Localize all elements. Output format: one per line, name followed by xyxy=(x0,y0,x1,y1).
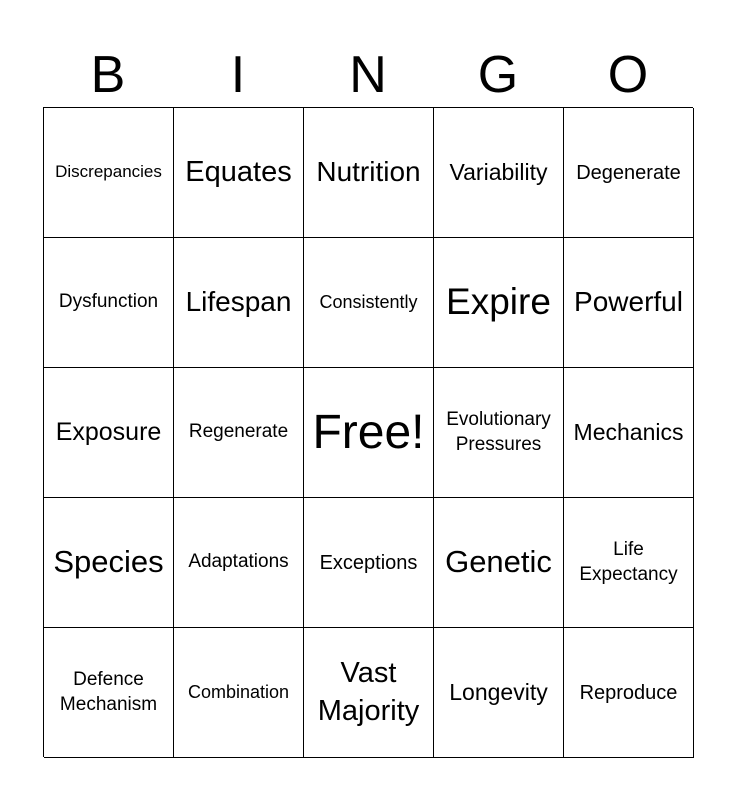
bingo-cell[interactable]: Vast Majority xyxy=(304,628,434,758)
bingo-cell[interactable]: Exceptions xyxy=(304,498,434,628)
bingo-cell[interactable]: Genetic xyxy=(434,498,564,628)
bingo-header xyxy=(43,44,693,106)
bingo-cell[interactable]: Lifespan xyxy=(174,238,304,368)
free-space-cell[interactable]: Free! xyxy=(304,368,434,498)
bingo-cell[interactable]: Discrepancies xyxy=(44,108,174,238)
bingo-cell[interactable]: Expire xyxy=(434,238,564,368)
header-letter-b: B xyxy=(90,46,126,104)
bingo-cell[interactable]: Reproduce xyxy=(564,628,694,758)
bingo-cell[interactable]: Adaptations xyxy=(174,498,304,628)
bingo-cell[interactable]: Variability xyxy=(434,108,564,238)
bingo-cell[interactable]: Defence Mechanism xyxy=(44,628,174,758)
bingo-cell[interactable]: Exposure xyxy=(44,368,174,498)
bingo-cell[interactable]: Powerful xyxy=(564,238,694,368)
bingo-cell[interactable]: Consistently xyxy=(304,238,434,368)
bingo-cell[interactable]: Longevity xyxy=(434,628,564,758)
bingo-cell[interactable]: Species xyxy=(44,498,174,628)
bingo-cell[interactable]: Degenerate xyxy=(564,108,694,238)
bingo-cell[interactable]: Evolutionary Pressures xyxy=(434,368,564,498)
header-letter-n: N xyxy=(349,46,387,104)
bingo-cell[interactable]: Dysfunction xyxy=(44,238,174,368)
bingo-cell[interactable]: Regenerate xyxy=(174,368,304,498)
header-letter-i: I xyxy=(230,46,246,104)
bingo-cell[interactable]: Life Expectancy xyxy=(564,498,694,628)
bingo-cell[interactable]: Mechanics xyxy=(564,368,694,498)
header-letter-o: O xyxy=(607,46,649,104)
bingo-cell[interactable]: Equates xyxy=(174,108,304,238)
bingo-card-grid xyxy=(43,107,693,757)
bingo-cell[interactable]: Combination xyxy=(174,628,304,758)
bingo-cell[interactable]: Nutrition xyxy=(304,108,434,238)
header-letter-g: G xyxy=(477,46,519,104)
